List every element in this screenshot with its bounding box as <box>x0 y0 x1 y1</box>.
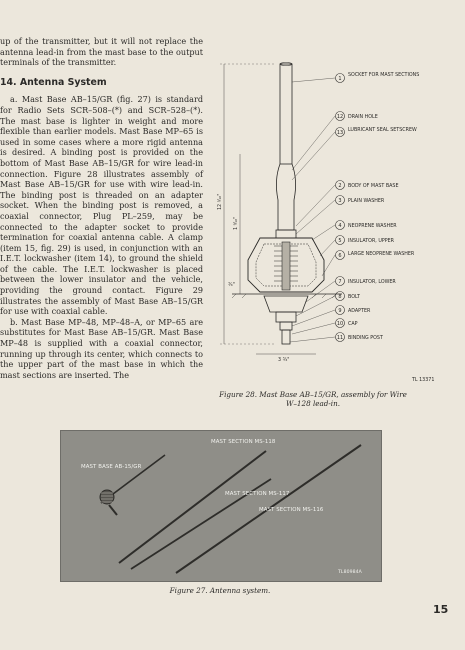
callout-number: 3 <box>338 198 342 204</box>
callout-number: 12 <box>336 114 344 120</box>
callout-label: INSULATOR, UPPER <box>348 239 394 244</box>
figure-27-caption: Figure 27. Antenna system. <box>169 586 271 595</box>
label-mast-base: MAST BASE AB-15/GR <box>81 464 142 470</box>
section-heading: 14. Antenna System <box>0 76 107 88</box>
figure-28-caption: Figure 28. Mast Base AB–15/GR, assembly for Wire W–128 lead-in. <box>219 390 407 408</box>
callout-10 <box>336 319 358 328</box>
small-dimension: ¾" <box>228 283 235 288</box>
callout-7 <box>336 277 397 286</box>
callout-3 <box>336 196 385 205</box>
callout-label: DRAIN HOLE <box>348 115 378 120</box>
callout-5 <box>336 236 395 245</box>
callout-label: PLAIN WASHER <box>348 199 385 204</box>
callout-number: 13 <box>336 130 344 136</box>
callout-number: 5 <box>338 238 342 244</box>
paragraph-b: b. Mast Base MP–48, MP–48–A, or MP–65 are substitutes for Mast Base AB–15/GR. Mast Base MP–48 is supplied with a coaxial connector, running up through its center, which connects to the upper part of the mast base in which the mast sections are inserted. The <box>0 316 203 380</box>
callout-label: LUBRICANT SEAL SETSCREW <box>348 128 417 133</box>
paragraph-continued: up of the transmitter, but it will not replace the antenna lead-in from the mast base to the output terminals of the transmitter. <box>0 36 203 68</box>
callout-label: BODY OF MAST BASE <box>348 184 399 189</box>
callout-number: 2 <box>338 183 342 189</box>
callout-2 <box>336 181 399 190</box>
callout-8 <box>336 292 360 301</box>
label-tl-code: TL80984A <box>338 570 362 575</box>
callout-number: 4 <box>338 223 342 229</box>
callout-label: INSULATOR, LOWER <box>348 280 396 285</box>
callout-number: 10 <box>336 321 344 327</box>
callout-number: 9 <box>338 308 342 314</box>
figure-28-code: TL 13371 <box>412 378 435 383</box>
overall-dimension: 12 ⁵⁄₁₆" <box>218 193 223 210</box>
callout-number: 1 <box>338 76 342 82</box>
callout-6 <box>336 251 415 260</box>
left-text-column <box>0 36 203 380</box>
callout-12 <box>336 112 378 121</box>
callout-label: SOCKET FOR MAST SECTIONS <box>348 73 420 78</box>
callout-4 <box>336 221 398 230</box>
figure-27-photo <box>60 430 382 582</box>
callout-label: LARGE NEOPRENE WASHER <box>348 252 415 257</box>
width-dimension: 3 ¾" <box>278 358 290 363</box>
callout-label: BOLT <box>348 295 360 300</box>
label-ms118: MAST SECTION MS-118 <box>211 439 276 445</box>
paragraph-a: a. Mast Base AB–15/GR (fig. 27) is standard for Radio Sets SCR–508–(*) and SCR–528–(*). The mast base is lighter in weight and more flexible than earlier models. Mast Base MP–65 is used in some cases where a more rigid antenna is desired. A binding post is provided on the bottom of Mast Base AB–15/GR for wire lead-in connection. Figure 28 illustrates assembly of Mast Base AB–15/GR for use with wire lead-in. The binding post is threaded on an adapter socket. When the binding post is removed, a coaxial connector, Plug PL–259, may be connected to the adapter socket to provide termination for coaxial antenna cable. A clamp (item 15, fig. 29) is used, in conjunction with an I.E.T. lockwasher (item 14), to ground the shield of the cable. The I.E.T. lockwasher is placed between the lower insulator and the vehicle, providing the ground contact. Figure 29 illustrates the assembly of Mast Base AB–15/GR for use with coaxial cable. <box>0 94 203 317</box>
page-number: 15 <box>433 603 449 616</box>
figure-28-drawing <box>212 30 465 415</box>
callout-number: 11 <box>336 335 344 341</box>
callout-number: 6 <box>338 253 342 259</box>
label-ms116: MAST SECTION MS-116 <box>259 507 324 513</box>
callout-1 <box>336 72 420 83</box>
callout-11 <box>336 333 383 342</box>
callout-13 <box>336 127 417 137</box>
callout-9 <box>336 306 372 315</box>
callout-number: 8 <box>338 294 342 300</box>
antenna-photo-drawing <box>61 431 381 581</box>
callout-label: NEOPRENE WASHER <box>348 224 397 229</box>
callout-label: ADAPTER <box>348 309 371 314</box>
label-ms117: MAST SECTION MS-117 <box>225 491 290 497</box>
upper-dimension: 1 ⁹⁄₁₆" <box>234 216 239 230</box>
callout-number: 7 <box>338 279 342 285</box>
callout-label: BINDING POST <box>348 336 383 341</box>
callout-label: CAP <box>348 322 358 327</box>
